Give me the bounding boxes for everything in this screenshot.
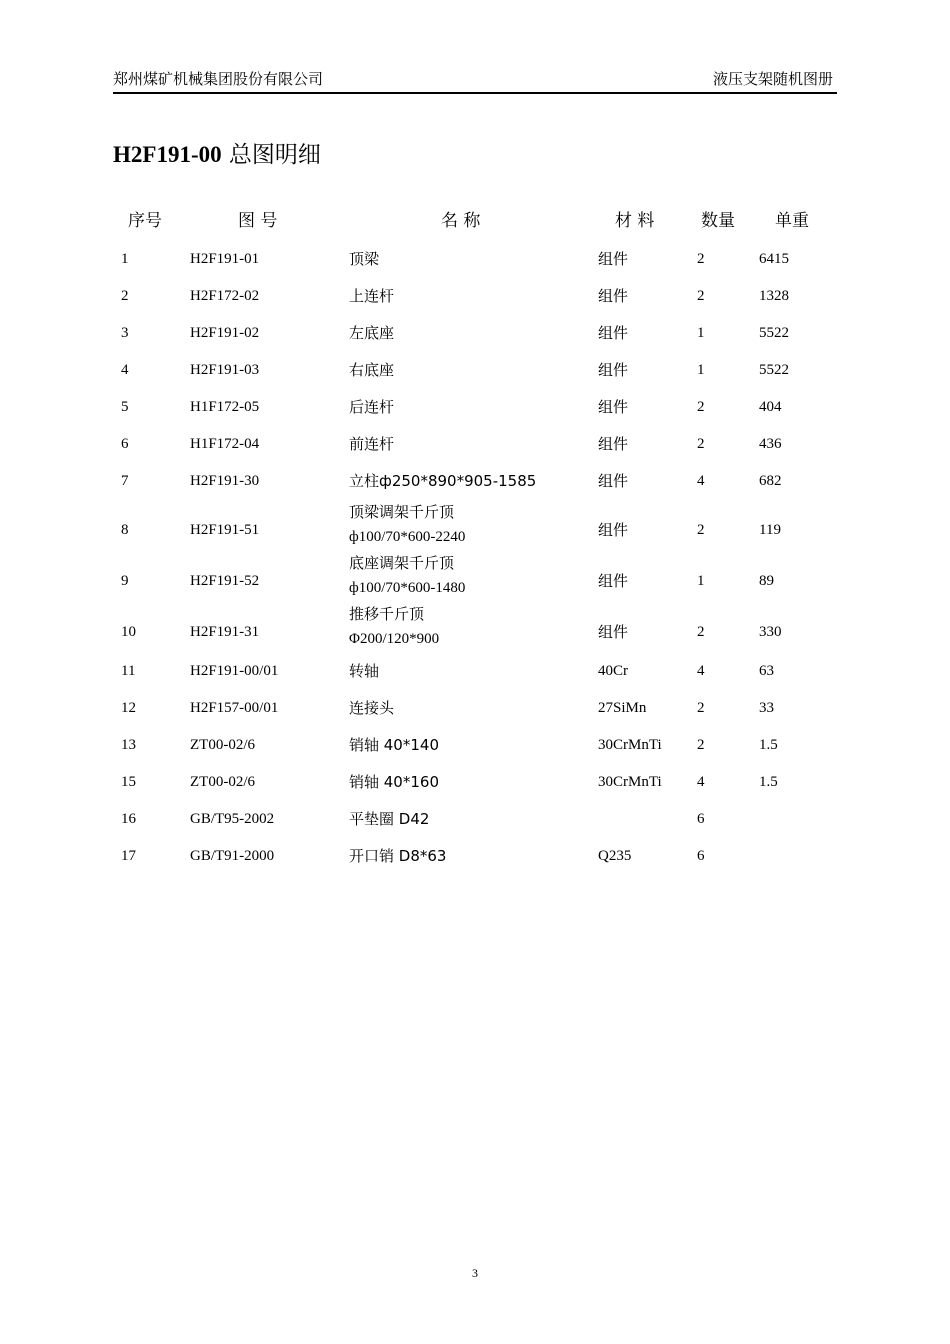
drawing-number: H1F172-04 xyxy=(190,436,260,452)
drawing-number: H2F191-51 xyxy=(190,522,260,538)
part-name-line: 销轴 40*140 xyxy=(349,736,439,754)
part-name xyxy=(349,602,439,652)
material: 组件 xyxy=(598,324,629,342)
row-number: 4 xyxy=(121,362,129,378)
part-name-line: Φ200/120*900 xyxy=(349,631,440,647)
table-row xyxy=(0,469,950,506)
part-name-line: 开口销 D8*63 xyxy=(349,847,447,865)
part-name-line: 后连杆 xyxy=(349,398,395,416)
material: 组件 xyxy=(598,435,629,453)
row-number: 5 xyxy=(121,399,129,415)
quantity: 1 xyxy=(697,325,705,341)
quantity: 2 xyxy=(697,399,705,415)
drawing-number: GB/T91-2000 xyxy=(190,848,275,864)
unit-weight: 119 xyxy=(759,522,781,538)
part-name-line: ф100/70*600-1480 xyxy=(349,580,466,596)
drawing-number: ZT00-02/6 xyxy=(190,737,255,753)
unit-weight: 1328 xyxy=(759,288,789,304)
material: 组件 xyxy=(598,361,629,379)
material: Q235 xyxy=(598,848,632,864)
quantity: 4 xyxy=(697,473,705,489)
part-name-line: ф100/70*600-2240 xyxy=(349,529,466,545)
part-name-line: 顶梁调架千斤顶 xyxy=(349,503,455,521)
table-row xyxy=(0,696,950,733)
part-name-line: 平垫圈 D42 xyxy=(349,810,430,828)
quantity: 6 xyxy=(697,811,705,827)
material: 组件 xyxy=(598,398,629,416)
part-name xyxy=(349,432,394,457)
unit-weight: 63 xyxy=(759,663,774,679)
part-name xyxy=(349,395,394,420)
table-row xyxy=(0,358,950,395)
drawing-number: H2F157-00/01 xyxy=(190,700,279,716)
quantity: 2 xyxy=(697,436,705,452)
quantity: 4 xyxy=(697,774,705,790)
quantity: 2 xyxy=(697,624,705,640)
part-name xyxy=(349,659,379,684)
quantity: 2 xyxy=(697,522,705,538)
material: 30CrMnTi xyxy=(598,774,662,790)
part-name xyxy=(349,770,439,795)
unit-weight: 89 xyxy=(759,573,774,589)
part-name-line: 推移千斤顶 xyxy=(349,605,425,623)
unit-weight: 330 xyxy=(759,624,782,640)
row-number: 16 xyxy=(121,811,136,827)
part-name-line: 前连杆 xyxy=(349,435,395,453)
part-name xyxy=(349,500,465,550)
material: 27SiMn xyxy=(598,700,647,716)
quantity: 2 xyxy=(697,251,705,267)
part-name xyxy=(349,358,394,383)
table-row xyxy=(0,432,950,469)
table-row xyxy=(0,659,950,696)
table-row xyxy=(0,807,950,844)
material: 组件 xyxy=(598,623,629,641)
part-name xyxy=(349,844,446,869)
quantity: 2 xyxy=(697,700,705,716)
material: 40Cr xyxy=(598,663,628,679)
page-number: 3 xyxy=(472,1266,478,1280)
table-row xyxy=(0,503,950,557)
document-title xyxy=(113,136,321,169)
quantity: 2 xyxy=(697,288,705,304)
row-number: 7 xyxy=(121,473,129,489)
drawing-number: H2F191-01 xyxy=(190,251,260,267)
unit-weight: 404 xyxy=(759,399,782,415)
quantity: 1 xyxy=(697,573,705,589)
part-name-line: 上连杆 xyxy=(349,287,395,305)
unit-weight: 1.5 xyxy=(759,737,778,753)
quantity: 6 xyxy=(697,848,705,864)
part-name-line: 顶梁 xyxy=(349,250,380,268)
document-title-text: 总图明细 xyxy=(228,142,321,168)
part-name xyxy=(349,807,429,832)
table-row xyxy=(0,770,950,807)
unit-weight: 1.5 xyxy=(759,774,778,790)
material: 组件 xyxy=(598,472,629,490)
row-number: 13 xyxy=(121,737,136,753)
column-header-weight: 单重 xyxy=(775,211,809,231)
drawing-number: H2F191-31 xyxy=(190,624,260,640)
part-name xyxy=(349,551,465,601)
book-title: 液压支架随机图册 xyxy=(712,70,833,88)
row-number: 3 xyxy=(121,325,129,341)
drawing-number: GB/T95-2002 xyxy=(190,811,275,827)
material: 30CrMnTi xyxy=(598,737,662,753)
part-name-line: 右底座 xyxy=(349,361,395,379)
company-name: 郑州煤矿机械集团股份有限公司 xyxy=(113,70,324,88)
row-number: 9 xyxy=(121,573,129,589)
column-header-qty: 数量 xyxy=(701,211,735,231)
drawing-number: H1F172-05 xyxy=(190,399,260,415)
row-number: 6 xyxy=(121,436,129,452)
unit-weight: 5522 xyxy=(759,325,789,341)
unit-weight: 33 xyxy=(759,700,774,716)
quantity: 1 xyxy=(697,362,705,378)
row-number: 8 xyxy=(121,522,129,538)
quantity: 2 xyxy=(697,737,705,753)
row-number: 2 xyxy=(121,288,129,304)
drawing-number: H2F191-52 xyxy=(190,573,260,589)
part-name-line: 立柱ф250*890*905-1585 xyxy=(349,472,537,490)
column-header-no: 序号 xyxy=(128,211,162,231)
part-name-line: 连接头 xyxy=(349,699,395,717)
unit-weight: 5522 xyxy=(759,362,789,378)
drawing-number: H2F191-02 xyxy=(190,325,260,341)
part-name-line: 底座调架千斤顶 xyxy=(349,554,455,572)
quantity: 4 xyxy=(697,663,705,679)
drawing-number: H2F191-00/01 xyxy=(190,663,279,679)
row-number: 11 xyxy=(121,663,136,679)
table-row xyxy=(0,605,950,659)
table-row xyxy=(0,247,950,284)
column-header-material: 材 料 xyxy=(615,211,655,231)
part-name-line: 左底座 xyxy=(349,324,395,342)
table-row xyxy=(0,733,950,770)
page-header xyxy=(113,66,837,94)
row-number: 17 xyxy=(121,848,136,864)
material: 组件 xyxy=(598,521,629,539)
column-header-drawing: 图 号 xyxy=(238,211,278,231)
row-number: 1 xyxy=(121,251,129,267)
material: 组件 xyxy=(598,572,629,590)
column-header-name: 名 称 xyxy=(441,211,481,231)
part-name-line: 转轴 xyxy=(349,662,380,680)
part-name xyxy=(349,733,439,758)
part-name xyxy=(349,247,379,272)
row-number: 10 xyxy=(121,624,136,640)
document-title-code: H2F191-00 xyxy=(113,142,222,167)
unit-weight: 436 xyxy=(759,436,782,452)
material: 组件 xyxy=(598,250,629,268)
drawing-number: ZT00-02/6 xyxy=(190,774,255,790)
table-row xyxy=(0,395,950,432)
table-row xyxy=(0,554,950,608)
row-number: 15 xyxy=(121,774,136,790)
drawing-number: H2F191-30 xyxy=(190,473,260,489)
part-name xyxy=(349,696,394,721)
drawing-number: H2F191-03 xyxy=(190,362,260,378)
part-name xyxy=(349,469,536,494)
unit-weight: 682 xyxy=(759,473,782,489)
part-name xyxy=(349,321,394,346)
table-row xyxy=(0,321,950,358)
drawing-number: H2F172-02 xyxy=(190,288,260,304)
table-row xyxy=(0,844,950,881)
table-row xyxy=(0,284,950,321)
unit-weight: 6415 xyxy=(759,251,789,267)
row-number: 12 xyxy=(121,700,136,716)
part-name xyxy=(349,284,394,309)
material: 组件 xyxy=(598,287,629,305)
part-name-line: 销轴 40*160 xyxy=(349,773,439,791)
